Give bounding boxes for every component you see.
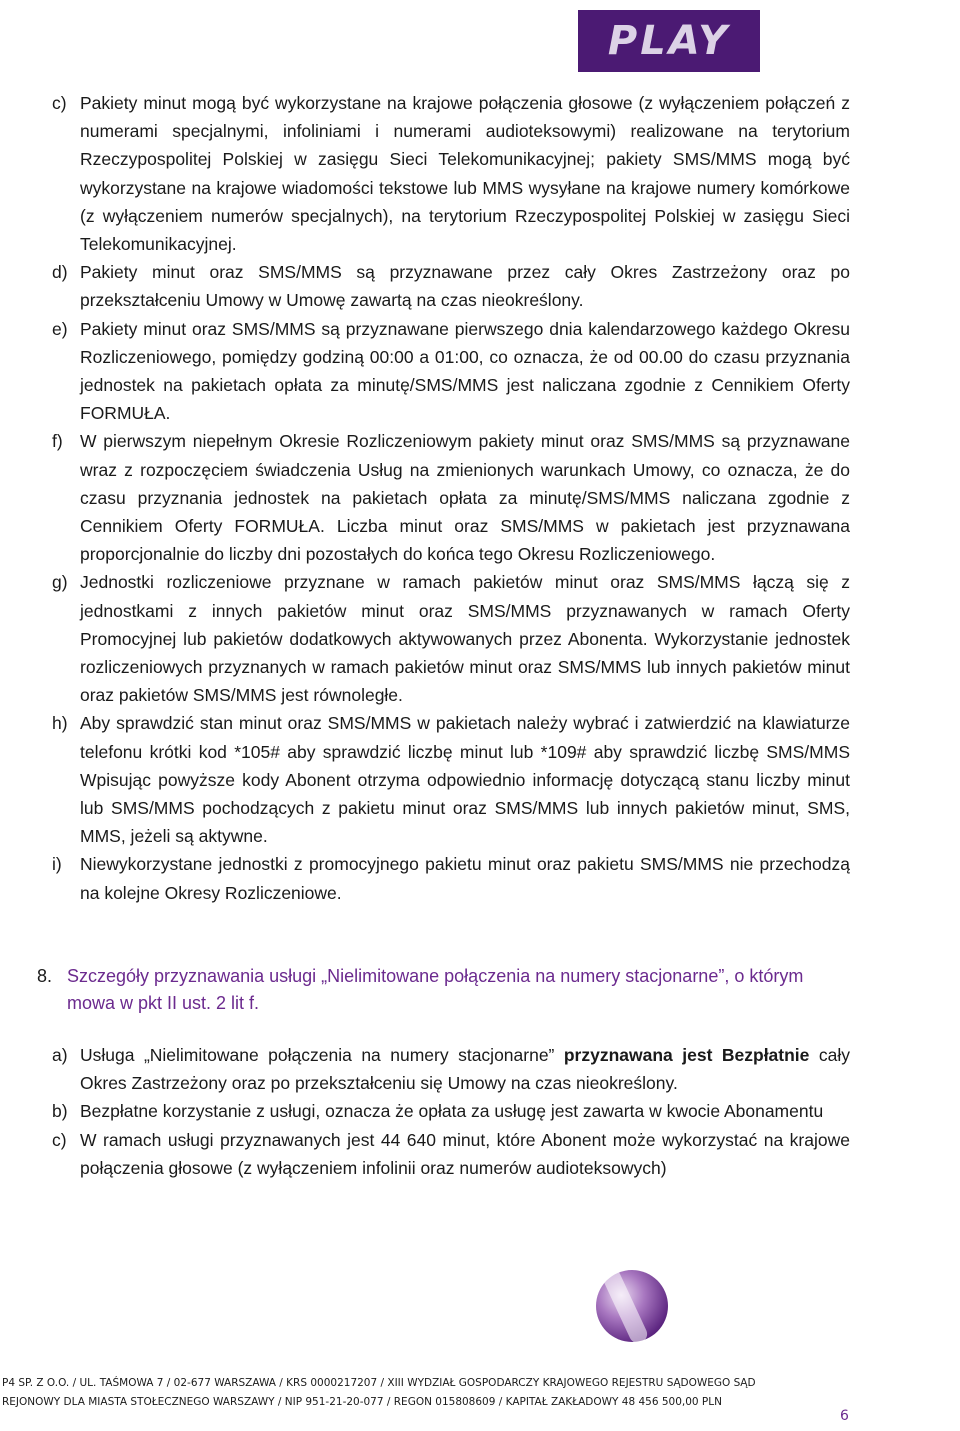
item-text: Pakiety minut oraz SMS/MMS są przyznawane przez cały Okres Zastrzeżony oraz po przekształceniu Umowy w Umowę zawartą na czas nieokreślony. xyxy=(80,262,850,311)
item-label: h) xyxy=(52,713,68,734)
list-item-i xyxy=(52,850,850,906)
item-text: Pakiety minut oraz SMS/MMS są przyznawane pierwszego dnia kalendarzowego każdego Okresu Rozliczeniowego, pomiędzy godziną 00:00 a 01:00, co oznacza, że od 00.00 do czasu przyznania jednostek na pakietach opłata za minutę/SMS/MMS jest naliczana zgodnie z Cennikiem Oferty FORMUŁA. xyxy=(80,318,850,424)
footer xyxy=(0,1374,960,1412)
item-label: a) xyxy=(52,1044,68,1065)
list-item-g xyxy=(52,568,850,709)
list-item-c xyxy=(52,89,850,258)
item-label: e) xyxy=(52,318,68,339)
section-8-heading xyxy=(37,963,850,1017)
item-label: i) xyxy=(52,854,62,875)
list-item-h xyxy=(52,709,850,850)
list2-item-b xyxy=(52,1097,850,1125)
item-text: Usługa „Nielimitowane połączenia na numery stacjonarne” przyznawana jest Bezpłatnie cały Okres Zastrzeżony oraz po przekształceniu się Umowy na czas nieokreślony. xyxy=(80,1044,850,1094)
list-item-e xyxy=(52,315,850,428)
item-text: W ramach usługi przyznawanych jest 44 640 minut, które Abonent może wykorzystać na krajowe połączenia głosowe (z wyłączeniem infolinii oraz numerów audioteksowych) xyxy=(80,1129,850,1178)
item-text: Aby sprawdzić stan minut oraz SMS/MMS w pakietach należy wybrać i zatwierdzić na klawiaturze telefonu krótki kod *105# aby sprawdzić liczbę minut lub *109# aby sprawdzić liczbę SMS/MMS Wpisując powyższe kody Abonent otrzyma odpowiednio informację dotyczącą stanu liczby minut lub SMS/MMS pochodzących z pakietu minut oraz SMS/MMS lub innych pakietów minut, SMS, MMS, jeżeli są aktywne. xyxy=(80,713,850,847)
list2-item-a xyxy=(52,1041,850,1097)
item-text: Niewykorzystane jednostki z promocyjnego pakietu minut oraz pakietu SMS/MMS nie przechodzą na kolejne Okresy Rozliczeniowe. xyxy=(80,854,850,903)
play-orb-icon xyxy=(596,1270,668,1342)
footer-line-2: REJONOWY DLA MIASTA STOŁECZNEGO WARSZAWY / NIP 951-21-20-077 / REGON 015808609 / KAPITAŁ ZAKŁADOWY 48 456 500,00 PLN xyxy=(2,1396,722,1408)
item-text: Jednostki rozliczeniowe przyznane w ramach pakietów minut oraz SMS/MMS łączą się z jednostkami z innych pakietów minut oraz SMS/MMS przyznawanych w ramach Oferty Promocyjnej lub pakietów dodatkowych aktywowanych przez Abonenta. Wykorzystanie jednostek rozliczeniowych przyznanych w ramach pakietów minut oraz SMS/MMS lub innych pakietów minut oraz pakietów SMS/MMS jest równoległe. xyxy=(80,572,850,706)
item-label: c) xyxy=(52,93,67,113)
section-number: 8. xyxy=(37,965,53,986)
item-label: b) xyxy=(52,1101,68,1122)
document-body xyxy=(37,89,850,1182)
item-text: W pierwszym niepełnym Okresie Rozliczeniowym pakiety minut oraz SMS/MMS są przyznawane wraz z rozpoczęciem świadczenia Usług na zmienionych warunkach Umowy, co oznacza, że do czasu przyznania jednostek na pakietach opłata za minutę/SMS/MMS naliczana zgodnie z Cennikiem Oferty FORMUŁA. Liczba minut oraz SMS/MMS w pakietach jest przyznawana proporcjonalnie do liczby dni pozostałych do końca tego Okresu Rozliczeniowego. xyxy=(80,431,850,565)
footer-line-1: P4 SP. Z O.O. / UL. TAŚMOWA 7 / 02-677 WARSZAWA / KRS 0000217207 / XIII WYDZIAŁ GOSPODARCZY KRAJOWEGO REJESTRU SĄDOWEGO SĄD xyxy=(2,1377,756,1389)
logo-text: PLAY xyxy=(607,18,731,64)
item-label: c) xyxy=(52,1129,67,1150)
section-title: Szczegóły przyznawania usługi „Nielimitowane połączenia na numery stacjonarne”, o którym mowa w pkt II ust. 2 lit f. xyxy=(67,965,804,1013)
list-item-f xyxy=(52,427,850,568)
item-label: d) xyxy=(52,262,68,283)
page-number: 6 xyxy=(840,1408,849,1424)
item-label: g) xyxy=(52,572,68,593)
list2-item-c xyxy=(52,1126,850,1182)
item-text: Pakiety minut mogą być wykorzystane na krajowe połączenia głosowe (z wyłączeniem połączeń z numerami specjalnymi, infoliniami i numerami audioteksowymi) realizowane na terytorium Rzeczypospolitej Polskiej w zasięgu Sieci Telekomunikacyjnej; pakiety SMS/MMS mogą być wykorzystane na krajowe wiadomości tekstowe lub MMS wysyłane na krajowe numery komórkowe (z wyłączeniem numerów specjalnych), na terytorium Rzeczypospolitej Polskiej w zasięgu Sieci Telekomunikacyjnej. xyxy=(80,93,850,255)
play-logo xyxy=(578,10,760,72)
list-item-d xyxy=(52,258,850,314)
item-label: f) xyxy=(52,431,63,452)
item-text: Bezpłatne korzystanie z usługi, oznacza że opłata za usługę jest zawarta w kwocie Abonamentu xyxy=(80,1101,824,1122)
